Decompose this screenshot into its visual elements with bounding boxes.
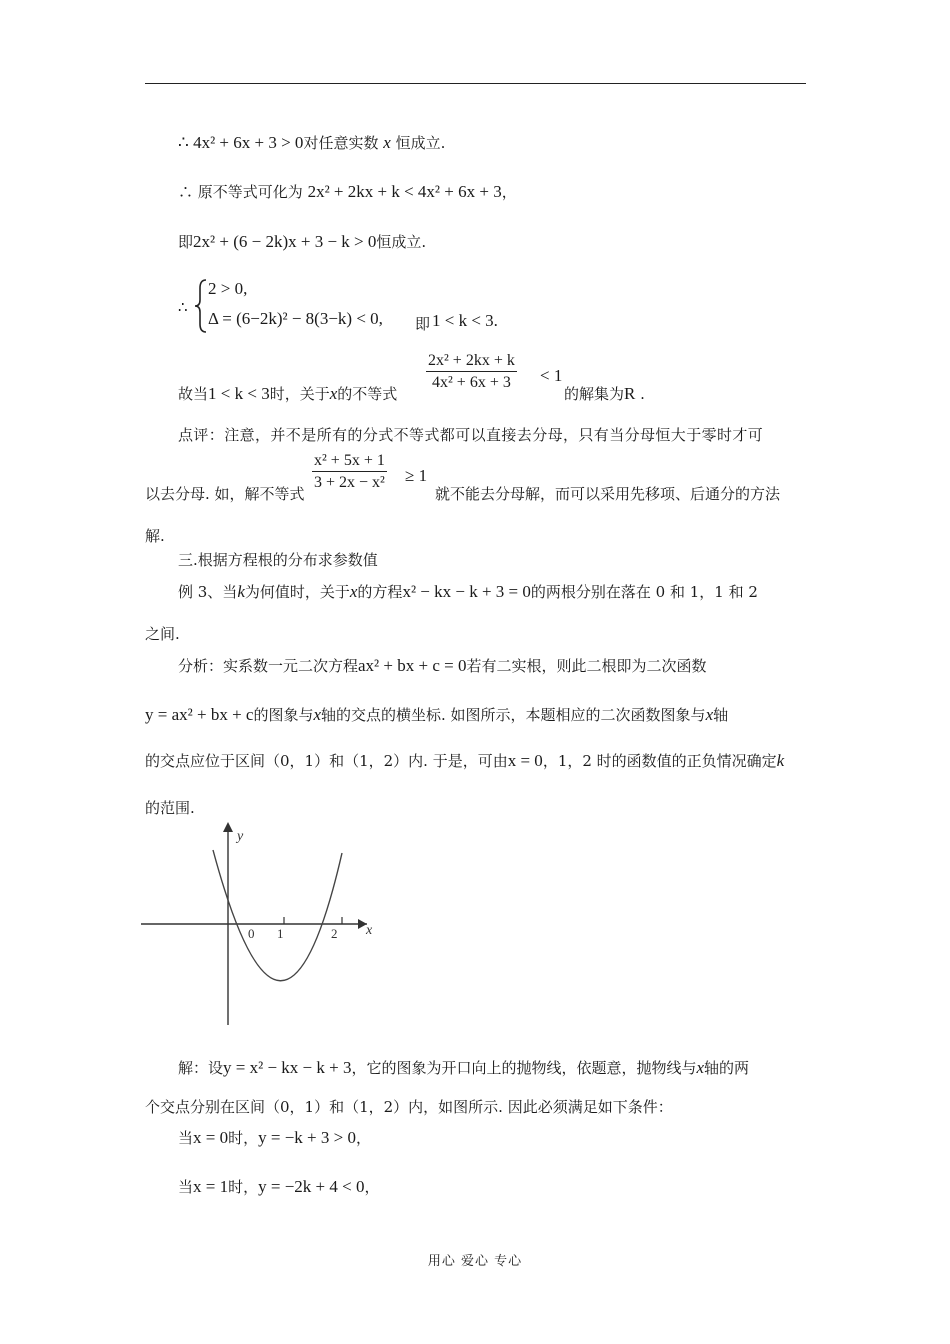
system-row-1: 2 > 0, [208, 279, 248, 298]
tick-label-1: 1 [277, 926, 284, 941]
fraction-numerator: 2x² + 2kx + k [428, 352, 515, 369]
line-3 [178, 232, 426, 252]
math-result: 1 < k < 3. [432, 311, 498, 330]
math-range: 1 < k < 3 [208, 384, 270, 403]
text: 恒成立. [376, 233, 427, 251]
math-relation: ≥ 1 [405, 466, 428, 485]
text: 的交点应位于区间（0，1）和（1，2）内. 于是，可由 [145, 752, 508, 770]
system-row-2: Δ = (6−2k)² − 8(3−k) < 0, [208, 309, 383, 328]
fraction-2 [312, 452, 387, 492]
math-expr: x = 1 [193, 1177, 229, 1196]
var-x: x [313, 705, 322, 724]
line-1 [178, 133, 445, 153]
var-x: x [349, 582, 358, 601]
text: 时， [228, 1129, 259, 1147]
text: ， [355, 1129, 371, 1147]
text: 就不能去分母解，而可以采用先移项、后通分的方法 [435, 485, 781, 503]
var-x: x [696, 1058, 705, 1077]
text: ，1，2 时的函数值的正负情况确定 [542, 752, 777, 770]
text: 若有二实根，则此二根即为二次函数 [466, 657, 707, 675]
text: 分析：实系数一元二次方程 [178, 657, 359, 675]
fraction-numerator: x² + 5x + 1 [314, 452, 385, 469]
text: 的不等式 [337, 385, 398, 403]
var-x: x [705, 705, 714, 724]
math-expr: 2x² + (6 − 2k)x + 3 − k > 0 [193, 232, 377, 251]
math-expr: x = 0 [193, 1128, 229, 1147]
text: 以去分母. 如，解不等式 [145, 485, 305, 503]
line-5 [178, 384, 397, 404]
text: 的两根分别在落在 0 和 1，1 和 2 [530, 583, 758, 601]
line-8 [145, 526, 165, 546]
line-14 [145, 751, 784, 771]
math-expr: ax² + bx + c = 0 [358, 656, 467, 675]
text: ∴ 原不等式可化为 [178, 183, 303, 201]
math-expr: 2x² + 2kx + k < 4x² + 6x + 3 [307, 182, 502, 201]
math-relation: < 1 [540, 366, 563, 385]
text: . [640, 385, 645, 403]
text: 对任意实数 [303, 134, 379, 152]
y-axis-arrow-icon [223, 822, 233, 832]
line-15 [145, 798, 195, 818]
line-18 [178, 1128, 371, 1148]
text: 即 [415, 315, 431, 333]
math-expr: y = ax² + bx + c [145, 705, 254, 724]
text: 的范围. [145, 799, 195, 817]
line-6 [178, 425, 763, 445]
parabola-curve [213, 850, 342, 981]
text: 轴的两 [704, 1059, 750, 1077]
text: ， [364, 1178, 380, 1196]
text: 为何值时，关于 [244, 583, 350, 601]
text: 解. [145, 527, 165, 545]
line-5-rel [540, 366, 562, 386]
section-heading [178, 550, 378, 570]
line-10 [178, 582, 758, 602]
fraction-denominator: 4x² + 6x + 3 [426, 371, 517, 392]
text: 的方程 [357, 583, 403, 601]
line-5-tail [564, 384, 645, 404]
line-7-rel [405, 466, 427, 486]
var-x: x [383, 133, 391, 152]
text: 解：设 [178, 1059, 224, 1077]
math-expr: ∴ 4x² + 6x + 3 > 0 [178, 133, 304, 152]
fraction-denominator: 3 + 2x − x² [312, 471, 387, 492]
text: 时， [228, 1178, 259, 1196]
var-x: x [329, 384, 338, 403]
text: 当 [178, 1129, 194, 1147]
math-expr: x = 0 [507, 751, 543, 770]
text: ，它的图象为开口向上的抛物线，依题意，抛物线与 [351, 1059, 697, 1077]
text: 时，关于 [269, 385, 330, 403]
set-r: R [624, 384, 636, 403]
fraction-1 [426, 352, 517, 392]
y-axis-label: y [237, 829, 244, 844]
line-13 [145, 705, 728, 725]
text: 轴的交点的横坐标. 如图所示，本题相应的二次函数图象与 [321, 706, 706, 724]
header-rule [145, 83, 806, 84]
x-axis-label: x [366, 923, 373, 938]
math-expr: y = x² − kx − k + 3 [223, 1058, 352, 1077]
math-expr: x² − kx − k + 3 = 0 [402, 582, 531, 601]
text: 的解集为 [564, 385, 625, 403]
text: 的图象与 [253, 706, 314, 724]
text: 之间. [145, 625, 180, 643]
tick-label-0: 0 [248, 926, 255, 941]
text: 个交点分别在区间（0，1）和（1，2）内，如图所示. 因此必须满足如下条件： [145, 1098, 673, 1116]
text: 三.根据方程根的分布求参数值 [178, 551, 378, 569]
text: 故当 [178, 385, 209, 403]
text: 恒成立. [395, 134, 446, 152]
text: 轴 [713, 706, 729, 724]
text: 当 [178, 1178, 194, 1196]
text: 即 [178, 233, 194, 251]
text: 例 3、当 [178, 583, 238, 601]
math-condition: y = −k + 3 > 0 [258, 1128, 356, 1147]
left-brace-icon [194, 278, 208, 334]
line-2 [178, 182, 517, 202]
text: ， [501, 183, 517, 201]
page-footer: 用心 爱心 专心 [427, 1254, 523, 1269]
therefore-symbol: ∴ [178, 298, 188, 316]
line-19 [178, 1177, 380, 1197]
text: 点评：注意，并不是所有的分式不等式都可以直接去分母，只有当分母恒大于零时才可 [178, 426, 764, 444]
math-condition: y = −2k + 4 < 0 [258, 1177, 365, 1196]
parabola-graph [141, 820, 391, 1035]
line-7 [145, 484, 305, 504]
var-k: k [237, 582, 245, 601]
line-11 [145, 624, 180, 644]
line-17 [145, 1097, 673, 1117]
tick-label-2: 2 [331, 926, 338, 941]
line-12 [178, 656, 706, 676]
var-k: k [776, 751, 785, 770]
line-16 [178, 1058, 749, 1078]
line-7-tail [435, 484, 780, 504]
